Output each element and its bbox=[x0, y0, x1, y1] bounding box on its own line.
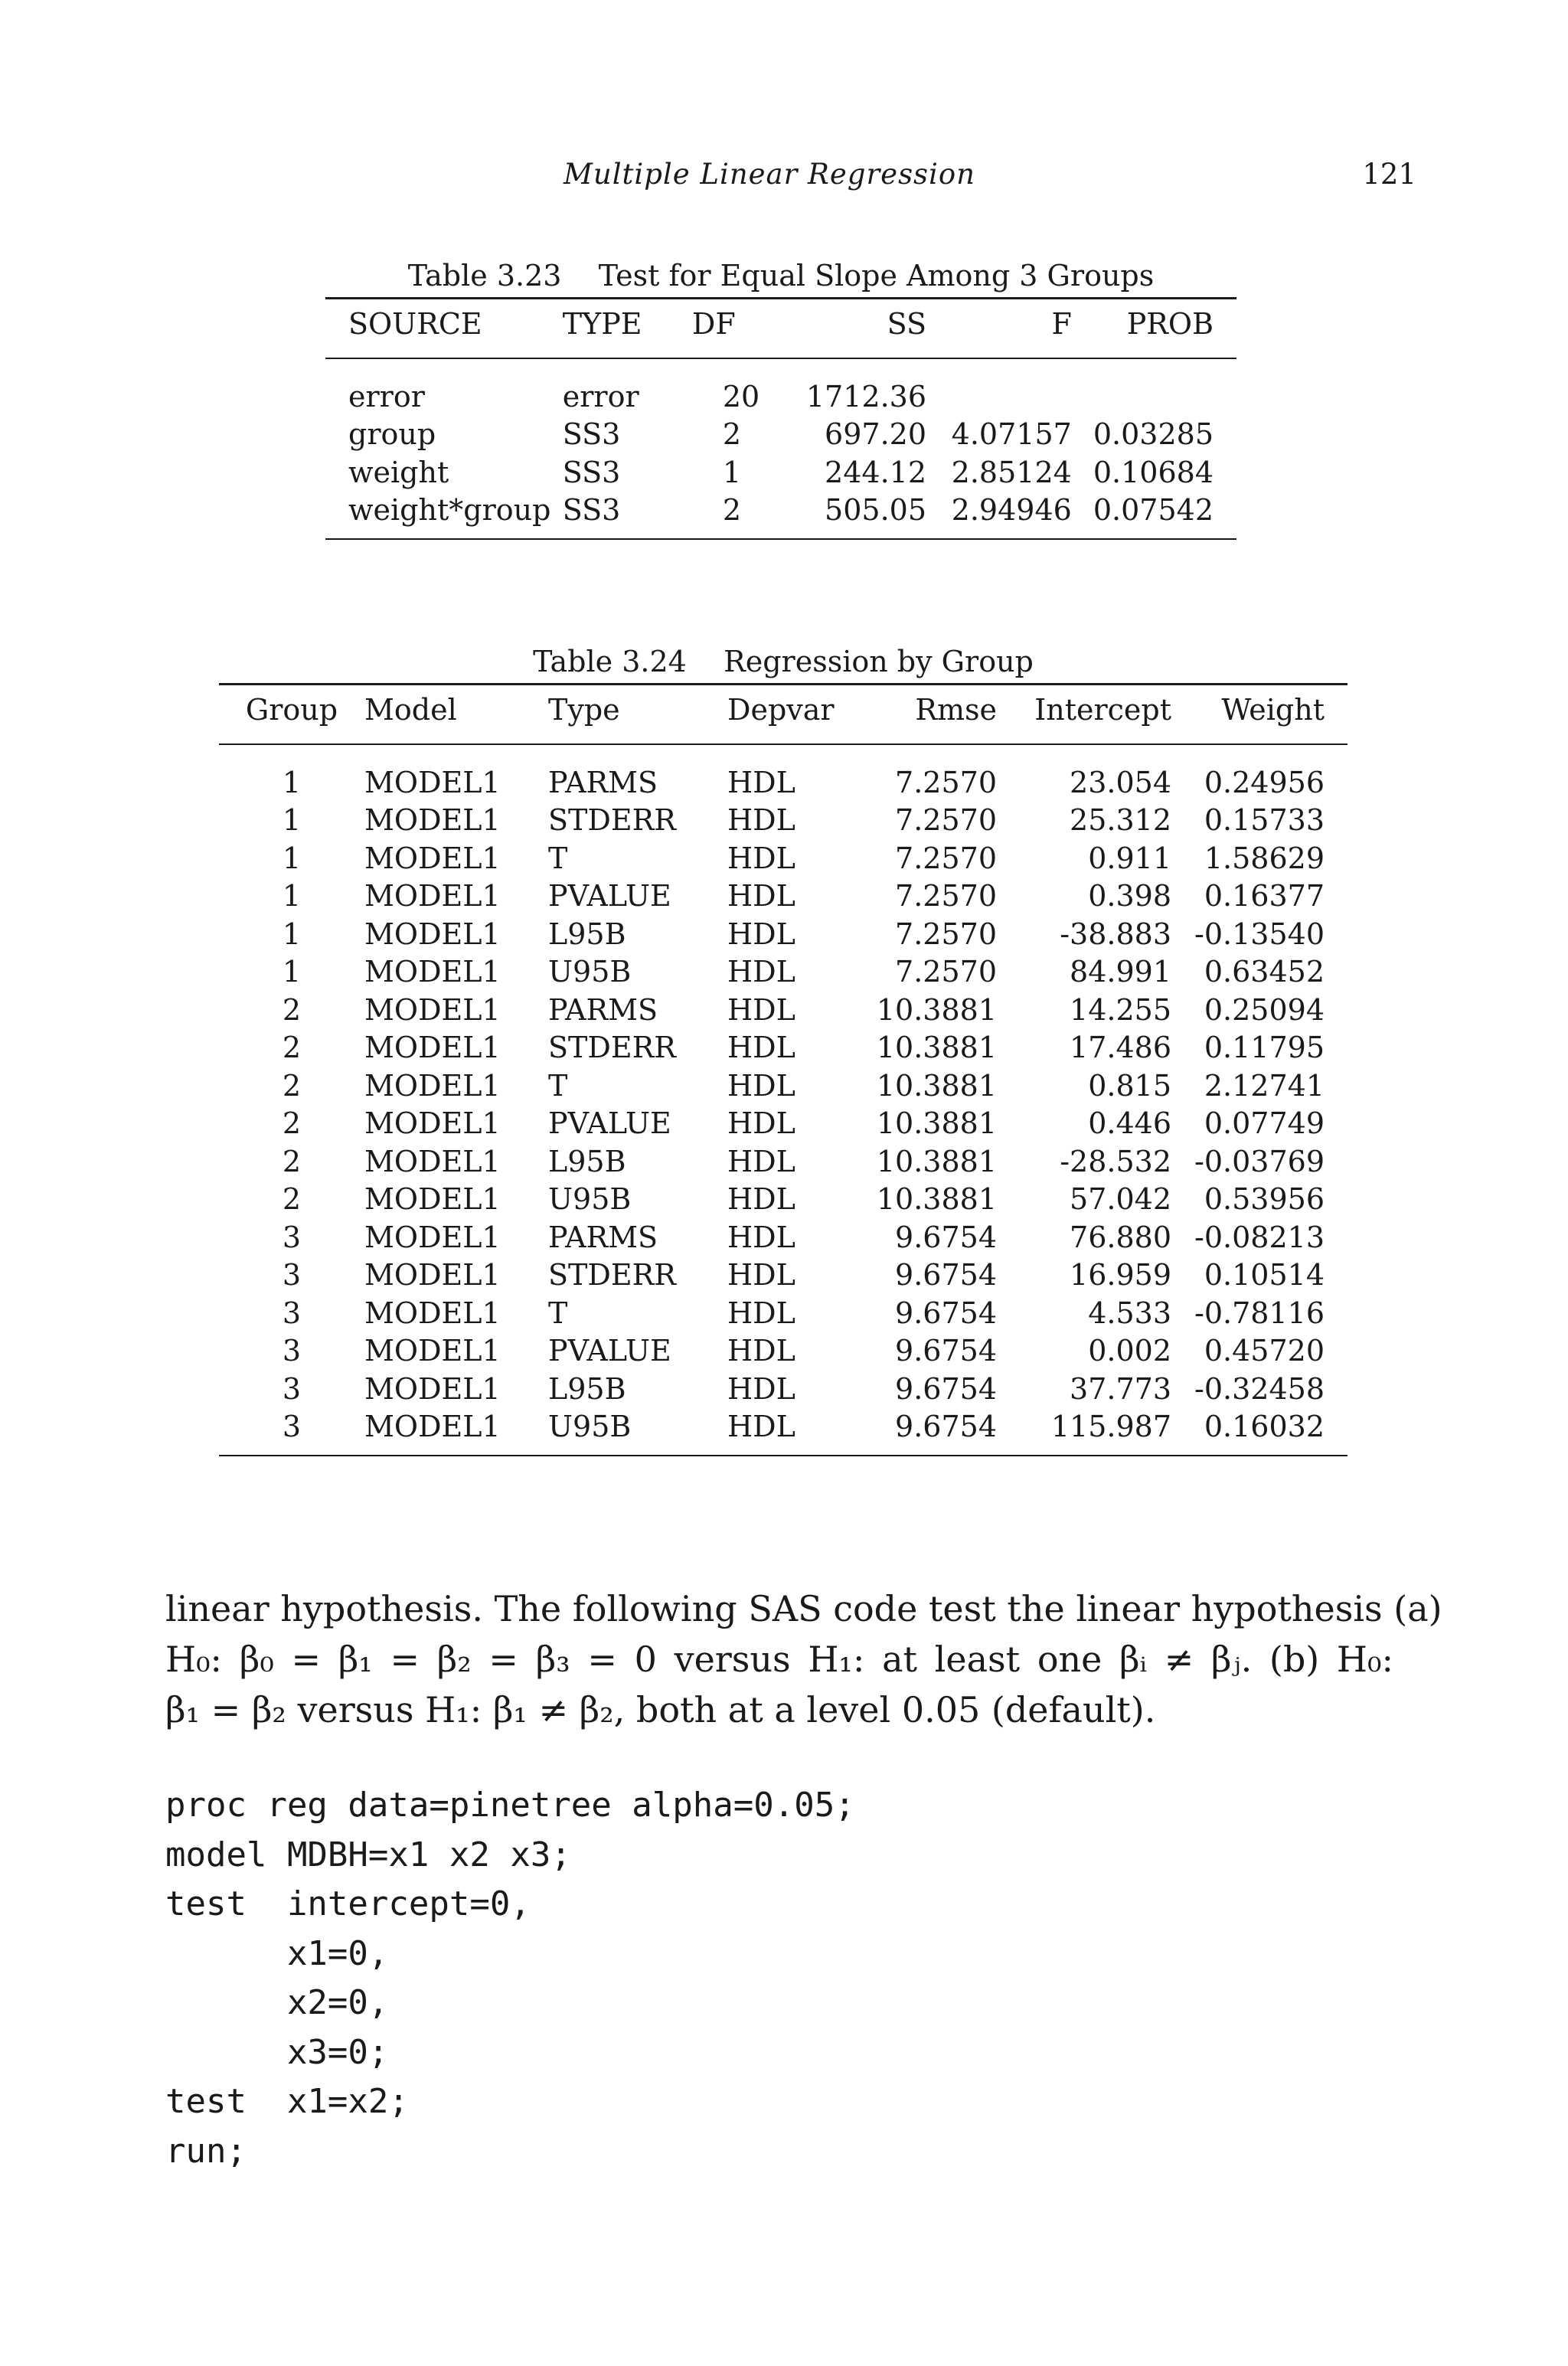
paragraph-line: β₁ = β₂ versus H₁: β₁ ≠ β₂, both at a level 0.05 (default). bbox=[165, 1689, 1156, 1730]
table-cell: HDL bbox=[727, 1144, 795, 1178]
table-cell: MODEL1 bbox=[364, 1031, 501, 1065]
table-cell: STDERR bbox=[548, 1258, 676, 1292]
table-cell: 23.054 bbox=[1070, 765, 1171, 799]
table-cell: 3 bbox=[282, 1220, 302, 1254]
table-cell: HDL bbox=[727, 879, 795, 913]
table-cell: 1712.36 bbox=[805, 379, 927, 413]
table-cell: 0.24956 bbox=[1204, 765, 1325, 799]
table-cell: 115.987 bbox=[997, 1408, 1171, 1456]
table-cell: 2 bbox=[282, 1106, 302, 1141]
table-cell: 10.3881 bbox=[876, 1068, 997, 1103]
table-cell: 0.15733 bbox=[1204, 803, 1325, 838]
table-cell: MODEL1 bbox=[364, 841, 501, 875]
table-row bbox=[219, 877, 1348, 916]
table-header-row bbox=[325, 299, 1236, 359]
table-cell: T bbox=[548, 841, 568, 875]
table-cell: MODEL1 bbox=[364, 879, 501, 913]
table-cell: 0.03285 bbox=[1093, 417, 1214, 452]
table-cell: 0.16032 bbox=[1171, 1408, 1348, 1456]
table-cell: 2 bbox=[692, 492, 780, 540]
table-cell: SS3 bbox=[562, 455, 621, 489]
code-line: x2=0, bbox=[165, 1983, 389, 2022]
table-cell: 505.05 bbox=[780, 492, 941, 540]
table-cell: HDL bbox=[727, 1031, 795, 1065]
table-cell: 0.911 bbox=[1088, 841, 1171, 875]
table-cell: 0.45720 bbox=[1204, 1334, 1325, 1368]
table-row bbox=[219, 1067, 1348, 1105]
table-cell: PARMS bbox=[548, 992, 658, 1027]
table-cell: HDL bbox=[727, 1258, 795, 1292]
table-cell: MODEL1 bbox=[364, 1258, 501, 1292]
table-cell: 0.11795 bbox=[1204, 1031, 1325, 1065]
table-cell: 2.85124 bbox=[951, 455, 1072, 489]
table-row bbox=[219, 802, 1348, 840]
table-cell: 84.991 bbox=[1070, 955, 1171, 989]
table-cell: 25.312 bbox=[1070, 803, 1171, 838]
table-cell: HDL bbox=[727, 1068, 795, 1103]
table-cell: SS3 bbox=[562, 417, 621, 452]
table-row bbox=[219, 1370, 1348, 1408]
table-cell: MODEL1 bbox=[364, 955, 501, 989]
code-line: x1=0, bbox=[165, 1933, 389, 1973]
table-cell: 3 bbox=[282, 1334, 302, 1368]
table-cell: 2 bbox=[282, 1068, 302, 1103]
table-cell: 0.07749 bbox=[1204, 1106, 1325, 1141]
table-cell: 7.2570 bbox=[895, 917, 997, 951]
table-cell: 2 bbox=[282, 992, 302, 1027]
table-cell: 7.2570 bbox=[895, 765, 997, 799]
table-cell: weight bbox=[348, 455, 449, 489]
code-line: test x1=x2; bbox=[165, 2082, 409, 2121]
table-row bbox=[219, 1105, 1348, 1143]
table-row bbox=[219, 991, 1348, 1029]
table-cell: 0.25094 bbox=[1204, 992, 1325, 1027]
table-cell: 1 bbox=[282, 803, 302, 838]
table-cell: 7.2570 bbox=[895, 841, 997, 875]
table-cell: 1 bbox=[282, 879, 302, 913]
table-cell: -0.78116 bbox=[1194, 1296, 1325, 1330]
table-cell: 20 bbox=[722, 379, 760, 413]
table-cell: -0.08213 bbox=[1194, 1220, 1325, 1254]
table-cell: 2 bbox=[282, 1144, 302, 1178]
table-cell bbox=[1093, 358, 1236, 416]
code-line: x3=0; bbox=[165, 2032, 389, 2072]
table-cell: MODEL1 bbox=[364, 765, 501, 799]
table-cell: 2 bbox=[282, 1031, 302, 1065]
table-cell: 10.3881 bbox=[876, 1182, 997, 1217]
table-cell: PVALUE bbox=[548, 1106, 671, 1141]
table-cell: 0.63452 bbox=[1204, 955, 1325, 989]
table-cell: STDERR bbox=[548, 1031, 676, 1065]
table-cell: MODEL1 bbox=[364, 1106, 501, 1141]
table-row bbox=[325, 416, 1236, 454]
table-cell: 3 bbox=[282, 1296, 302, 1330]
table-cell: L95B bbox=[548, 1371, 626, 1406]
table-header-row bbox=[219, 685, 1348, 745]
table-cell: 0.446 bbox=[1088, 1106, 1171, 1141]
column-header: PROB bbox=[1093, 299, 1236, 359]
table-row bbox=[219, 1142, 1348, 1181]
table-cell: 1 bbox=[282, 765, 302, 799]
table-cell: 2 bbox=[282, 1182, 302, 1217]
table-cell: 1 bbox=[282, 955, 302, 989]
table-cell: 10.3881 bbox=[876, 1031, 997, 1065]
table-cell: 3 bbox=[282, 1371, 302, 1406]
table-cell: HDL bbox=[727, 1296, 795, 1330]
table-row bbox=[325, 492, 1236, 540]
table-row bbox=[219, 953, 1348, 992]
table-cell: 4.07157 bbox=[951, 417, 1072, 452]
table-row bbox=[219, 839, 1348, 877]
paragraph-line: H₀: β₀ = β₁ = β₂ = β₃ = 0 versus H₁: at least one βᵢ ≠ βⱼ. (b) H₀: bbox=[165, 1639, 1393, 1680]
table-cell: MODEL1 bbox=[364, 1296, 501, 1330]
table-caption: Table 3.23 Test for Equal Slope Among 3 Groups bbox=[407, 259, 1155, 292]
table-cell: -28.532 bbox=[1060, 1144, 1171, 1178]
table-cell: 9.6754 bbox=[895, 1371, 997, 1406]
table-cell bbox=[940, 358, 1093, 416]
table-cell: STDERR bbox=[548, 803, 676, 838]
table-cell: 9.6754 bbox=[895, 1296, 997, 1330]
table-cell: 2.12741 bbox=[1204, 1068, 1325, 1103]
table-cell: 1.58629 bbox=[1204, 841, 1325, 875]
table-row bbox=[219, 1332, 1348, 1371]
table-cell: 0.53956 bbox=[1204, 1182, 1325, 1217]
table-row bbox=[325, 358, 1236, 416]
table-cell: HDL bbox=[727, 1334, 795, 1368]
table-cell: T bbox=[548, 1068, 568, 1103]
table-cell: 0.10684 bbox=[1093, 455, 1214, 489]
table-cell: error bbox=[348, 379, 425, 413]
table-cell: 9.6754 bbox=[895, 1334, 997, 1368]
column-header: TYPE bbox=[563, 299, 692, 359]
table-cell: PVALUE bbox=[548, 1334, 671, 1368]
table-cell: U95B bbox=[548, 1408, 727, 1456]
table-cell: 2.94946 bbox=[940, 492, 1093, 540]
body-paragraph bbox=[165, 1583, 1442, 1735]
table-cell: L95B bbox=[548, 917, 626, 951]
table-cell: L95B bbox=[548, 1144, 626, 1178]
column-header: Rmse bbox=[847, 685, 997, 745]
code-line: test intercept=0, bbox=[165, 1884, 531, 1923]
column-header: Type bbox=[548, 685, 727, 745]
table-cell: HDL bbox=[727, 803, 795, 838]
table-cell: MODEL1 bbox=[364, 1182, 501, 1217]
table-row bbox=[219, 1181, 1348, 1219]
table-row bbox=[325, 453, 1236, 492]
code-line: model MDBH=x1 x2 x3; bbox=[165, 1835, 571, 1874]
table-cell: 244.12 bbox=[825, 455, 927, 489]
table-row bbox=[219, 744, 1348, 802]
table-cell: HDL bbox=[727, 1220, 795, 1254]
table-cell: 9.6754 bbox=[847, 1408, 997, 1456]
running-title: Multiple Linear Regression bbox=[563, 158, 975, 191]
table-cell: 1 bbox=[282, 841, 302, 875]
table-cell: MODEL1 bbox=[364, 1220, 501, 1254]
table-cell: U95B bbox=[548, 1182, 632, 1217]
table-cell: 0.815 bbox=[1088, 1068, 1171, 1103]
table-cell: 0.16377 bbox=[1204, 879, 1325, 913]
table-row bbox=[219, 1294, 1348, 1332]
column-header: Depvar bbox=[727, 685, 847, 745]
table-cell: MODEL1 bbox=[364, 803, 501, 838]
code-line: run; bbox=[165, 2131, 247, 2171]
table-cell: -0.32458 bbox=[1194, 1371, 1325, 1406]
page-number: 121 bbox=[1362, 158, 1416, 191]
table-cell: 0.398 bbox=[1088, 879, 1171, 913]
column-header: DF bbox=[692, 299, 780, 359]
table-cell: PARMS bbox=[548, 765, 658, 799]
table-cell: 0.002 bbox=[1088, 1334, 1171, 1368]
table-3-24 bbox=[219, 645, 1348, 1456]
table-cell: 17.486 bbox=[1070, 1031, 1171, 1065]
table-cell: 37.773 bbox=[1070, 1371, 1171, 1406]
table-cell: 7.2570 bbox=[895, 803, 997, 838]
table-cell: -0.03769 bbox=[1194, 1144, 1325, 1178]
table-cell: 9.6754 bbox=[895, 1220, 997, 1254]
table-cell: T bbox=[548, 1296, 568, 1330]
table-cell: 1 bbox=[282, 917, 302, 951]
table-cell: -38.883 bbox=[1060, 917, 1171, 951]
paragraph-line: linear hypothesis. The following SAS code test the linear hypothesis (a) bbox=[165, 1588, 1442, 1629]
table-cell: 14.255 bbox=[1070, 992, 1171, 1027]
table-cell: 0.10514 bbox=[1204, 1258, 1325, 1292]
table-cell: 16.959 bbox=[1070, 1258, 1171, 1292]
table-cell: MODEL1 bbox=[364, 917, 501, 951]
table-cell: 697.20 bbox=[825, 417, 927, 452]
table-row bbox=[219, 1257, 1348, 1295]
table-cell: 3 bbox=[219, 1408, 364, 1456]
table-row bbox=[219, 1408, 1348, 1456]
table-3-23 bbox=[325, 259, 1236, 540]
table-cell: group bbox=[348, 417, 436, 452]
table-cell: HDL bbox=[727, 1106, 795, 1141]
table-cell: 3 bbox=[282, 1258, 302, 1292]
table-cell: U95B bbox=[548, 955, 632, 989]
column-header: Model bbox=[364, 685, 548, 745]
table-cell: HDL bbox=[727, 917, 795, 951]
table-cell: 2 bbox=[722, 417, 742, 452]
table-cell: 1 bbox=[722, 455, 742, 489]
column-header: F bbox=[940, 299, 1093, 359]
column-header: SS bbox=[780, 299, 941, 359]
table-cell: MODEL1 bbox=[364, 1371, 501, 1406]
table-cell: HDL bbox=[727, 955, 795, 989]
table-cell: 57.042 bbox=[1070, 1182, 1171, 1217]
table-cell: MODEL1 bbox=[364, 1144, 501, 1178]
table-cell: weight*group bbox=[325, 492, 563, 540]
table-cell: HDL bbox=[727, 765, 795, 799]
table-cell: SS3 bbox=[563, 492, 692, 540]
sas-code-block bbox=[165, 1781, 855, 2176]
table-cell: 76.880 bbox=[1070, 1220, 1171, 1254]
table-cell: PARMS bbox=[548, 1220, 658, 1254]
table-cell: HDL bbox=[727, 992, 795, 1027]
table-cell: 10.3881 bbox=[876, 1144, 997, 1178]
table-cell: 4.533 bbox=[1088, 1296, 1171, 1330]
table-cell: MODEL1 bbox=[364, 1068, 501, 1103]
table-cell: HDL bbox=[727, 1408, 847, 1456]
table-cell: MODEL1 bbox=[364, 992, 501, 1027]
table-cell: PVALUE bbox=[548, 879, 671, 913]
table-row bbox=[219, 915, 1348, 953]
table-cell: HDL bbox=[727, 1371, 795, 1406]
table-cell: -0.13540 bbox=[1194, 917, 1325, 951]
table-cell: 0.07542 bbox=[1093, 492, 1236, 540]
table-row bbox=[219, 1218, 1348, 1257]
table-cell: HDL bbox=[727, 841, 795, 875]
table-row bbox=[219, 1029, 1348, 1067]
table-caption: Table 3.24 Regression by Group bbox=[533, 645, 1034, 678]
column-header: SOURCE bbox=[325, 299, 563, 359]
table-cell: HDL bbox=[727, 1182, 795, 1217]
code-line: proc reg data=pinetree alpha=0.05; bbox=[165, 1786, 855, 1825]
table-cell: 7.2570 bbox=[895, 955, 997, 989]
column-header: Weight bbox=[1171, 685, 1348, 745]
table-cell: 9.6754 bbox=[895, 1258, 997, 1292]
table-cell: 7.2570 bbox=[895, 879, 997, 913]
table-cell: error bbox=[562, 379, 639, 413]
column-header: Group bbox=[219, 685, 364, 745]
table-cell: 10.3881 bbox=[876, 992, 997, 1027]
table-cell: MODEL1 bbox=[364, 1334, 501, 1368]
table-cell: 10.3881 bbox=[876, 1106, 997, 1141]
column-header: Intercept bbox=[997, 685, 1171, 745]
table-cell: MODEL1 bbox=[364, 1408, 548, 1456]
